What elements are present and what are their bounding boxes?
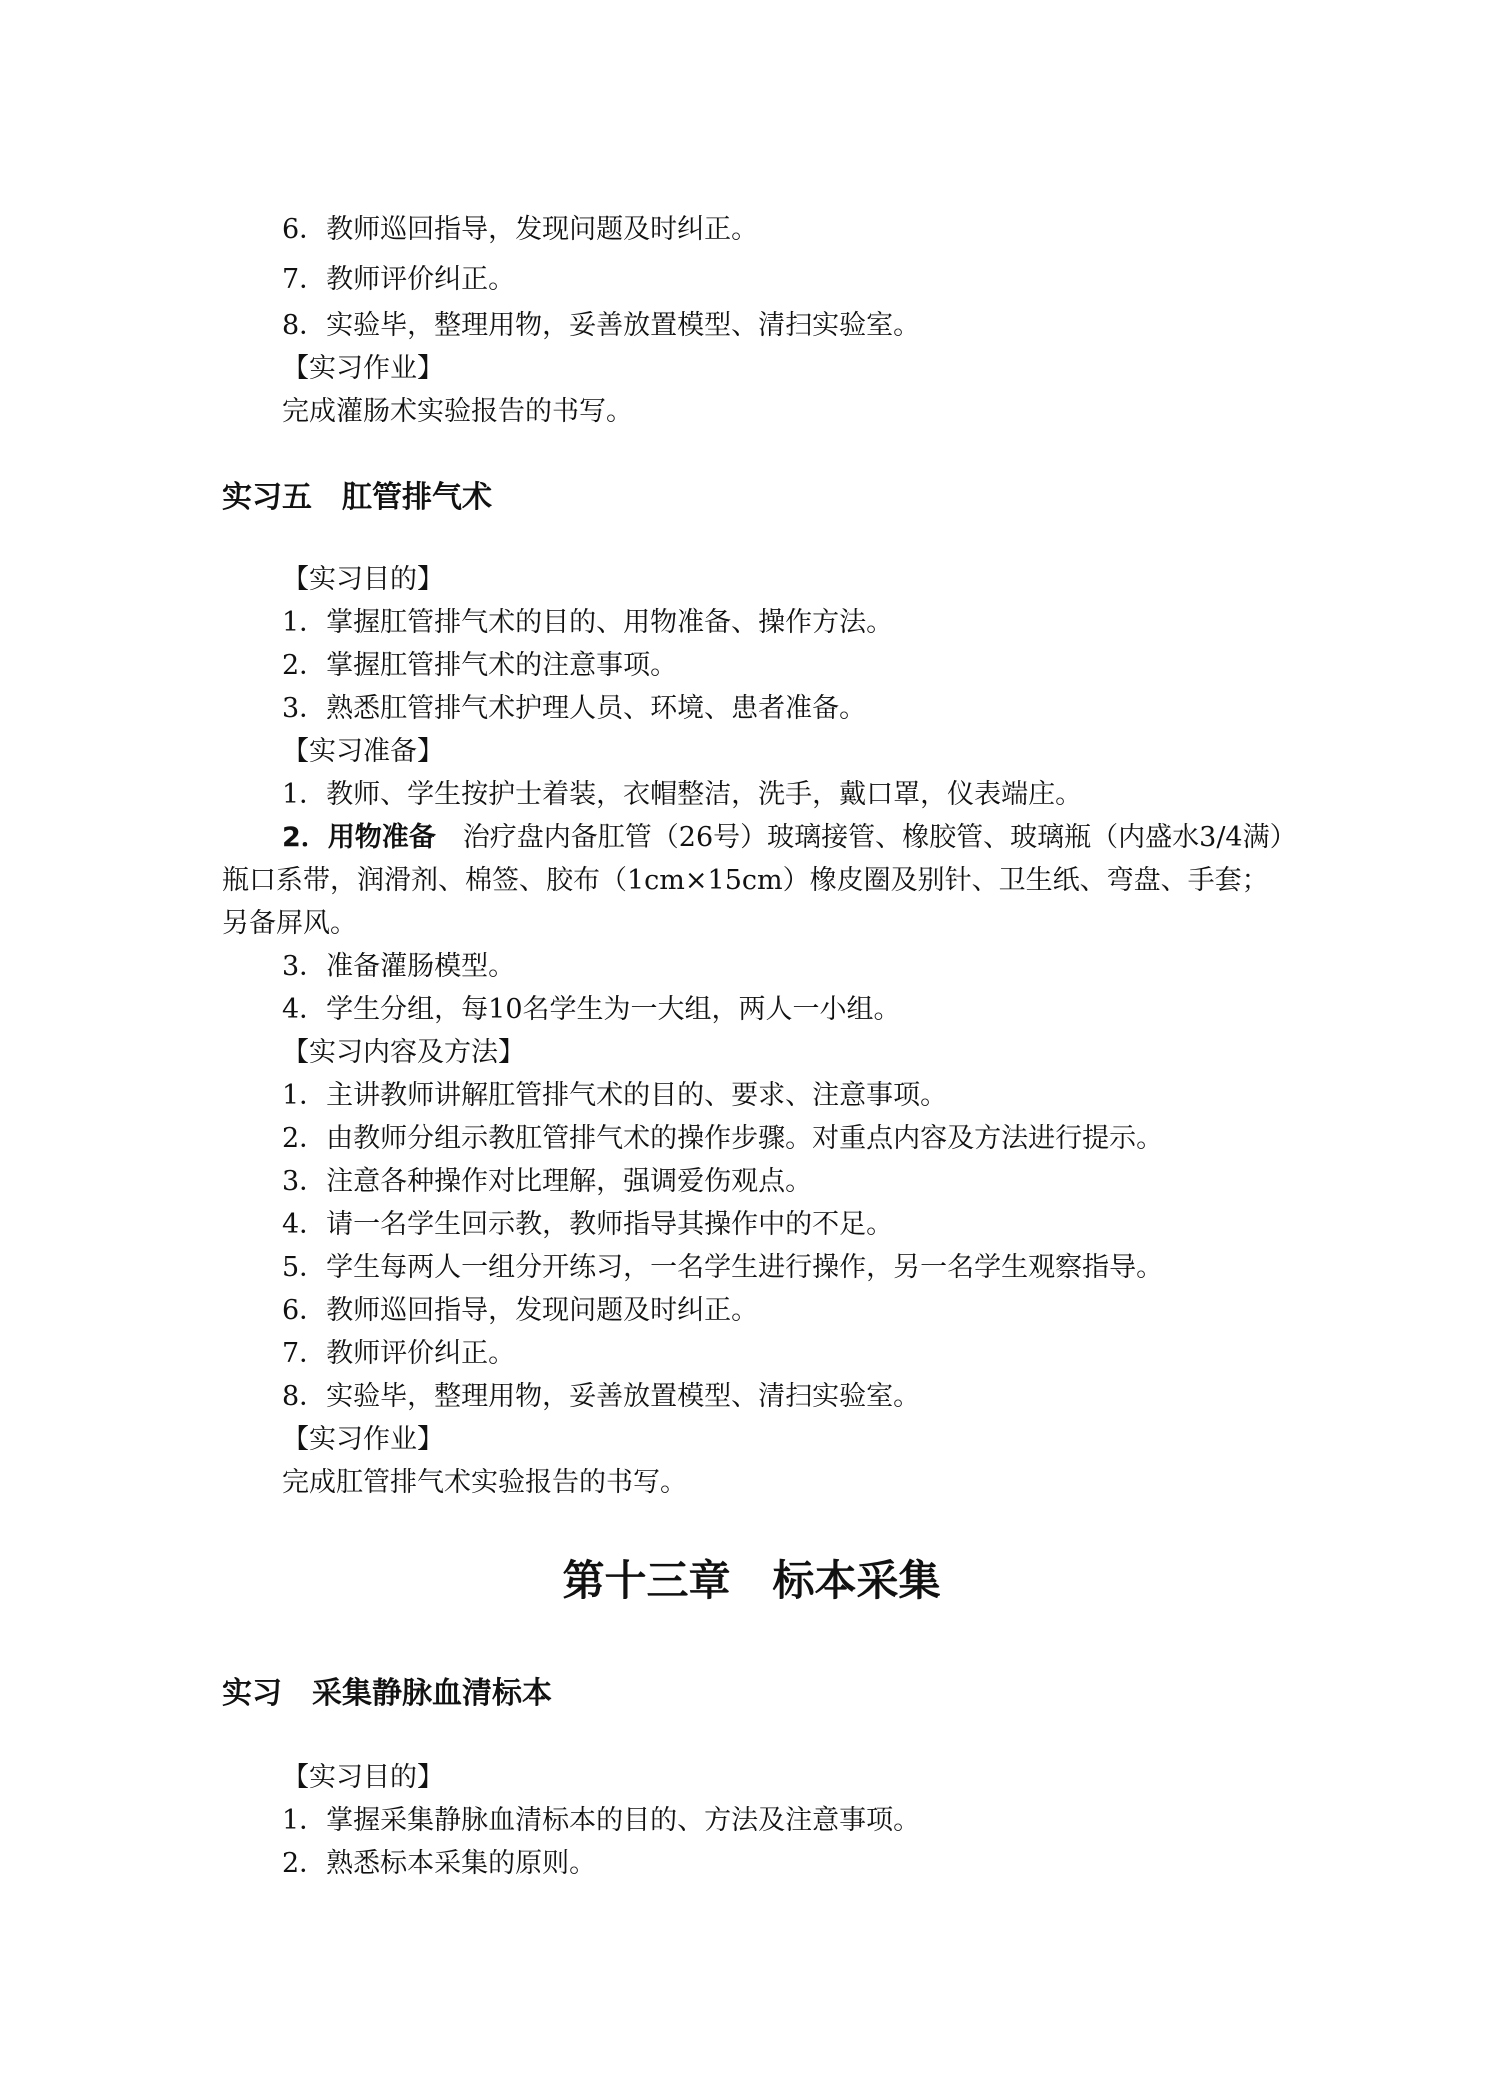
list-item: 8．实验毕，整理用物，妥善放置模型、清扫实验室。: [282, 310, 921, 341]
list-item: 3．准备灌肠模型。: [282, 951, 516, 982]
section-heading: 实习五 肛管排气术: [222, 480, 492, 515]
paragraph: 完成肛管排气术实验报告的书写。: [282, 1467, 687, 1498]
list-item: 6．教师巡回指导，发现问题及时纠正。: [282, 214, 759, 245]
paragraph: 瓶口系带，润滑剂、棉签、胶布（1cm×15cm）橡皮圈及别针、卫生纸、弯盘、手套；: [222, 865, 1269, 896]
list-item: 2．熟悉标本采集的原则。: [282, 1848, 597, 1879]
list-item: 2．掌握肛管排气术的注意事项。: [282, 650, 678, 681]
list-item: 1．教师、学生按护士着装，衣帽整洁，洗手，戴口罩，仪表端庄。: [282, 779, 1083, 810]
list-item: 3．注意各种操作对比理解，强调爱伤观点。: [282, 1166, 813, 1197]
list-item: 1．掌握采集静脉血清标本的目的、方法及注意事项。: [282, 1805, 921, 1836]
chapter-title: 第十三章 标本采集: [562, 1556, 941, 1605]
item-label: 2．用物准备: [282, 822, 436, 853]
section-label: 【实习内容及方法】: [282, 1037, 525, 1068]
list-item: 6．教师巡回指导，发现问题及时纠正。: [282, 1295, 759, 1326]
list-item: 5．学生每两人一组分开练习，一名学生进行操作，另一名学生观察指导。: [282, 1252, 1164, 1283]
list-item: 3．熟悉肛管排气术护理人员、环境、患者准备。: [282, 693, 867, 724]
paragraph: 另备屏风。: [222, 908, 357, 939]
list-item: 1．掌握肛管排气术的目的、用物准备、操作方法。: [282, 607, 894, 638]
list-item: [282, 820, 1297, 856]
list-item: 4．请一名学生回示教，教师指导其操作中的不足。: [282, 1209, 894, 1240]
section-label: 【实习目的】: [282, 1762, 444, 1793]
section-label: 【实习准备】: [282, 736, 444, 767]
item-text: 治疗盘内备肛管（26号）玻璃接管、橡胶管、玻璃瓶（内盛水3/4满）: [435, 822, 1297, 853]
section-label: 【实习作业】: [282, 1424, 444, 1455]
list-item: 7．教师评价纠正。: [282, 1338, 516, 1369]
section-label: 【实习目的】: [282, 564, 444, 595]
list-item: 8．实验毕，整理用物，妥善放置模型、清扫实验室。: [282, 1381, 921, 1412]
paragraph: 完成灌肠术实验报告的书写。: [282, 396, 633, 427]
list-item: 1．主讲教师讲解肛管排气术的目的、要求、注意事项。: [282, 1080, 948, 1111]
list-item: 2．由教师分组示教肛管排气术的操作步骤。对重点内容及方法进行提示。: [282, 1123, 1164, 1154]
section-heading: 实习 采集静脉血清标本: [222, 1676, 552, 1711]
list-item: 4．学生分组，每10名学生为一大组，两人一小组。: [282, 994, 901, 1025]
list-item: 7．教师评价纠正。: [282, 264, 516, 295]
section-label: 【实习作业】: [282, 353, 444, 384]
